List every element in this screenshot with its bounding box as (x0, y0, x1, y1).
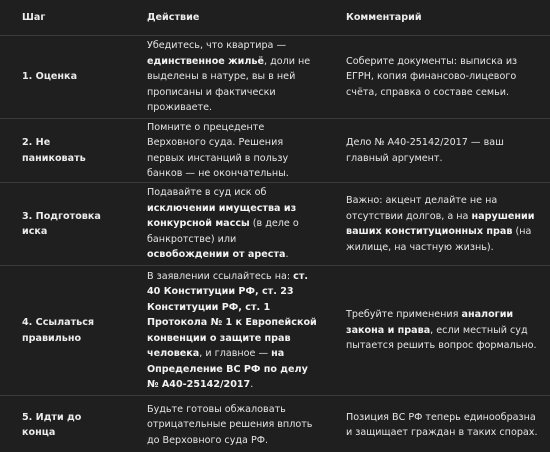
table-header-row (0, 0, 550, 36)
step-cell: 3. Подготовка иска (0, 183, 131, 266)
table-row (0, 266, 550, 396)
action-text: , и главное — (199, 348, 269, 359)
action-text: , доли не выделены в натуре, вы в ней прописаны и фактически проживаете. (147, 55, 311, 114)
comment-cell (330, 119, 550, 183)
step-cell: 1. Оценка (0, 36, 131, 119)
action-text: В заявлении ссылайтесь на: (147, 270, 291, 282)
action-text: (в деле о банкротстве) или (147, 218, 299, 245)
action-cell (131, 119, 330, 183)
comment-text: Позиция ВС РФ теперь единообразна и защищает граждан в таких спорах. (346, 411, 538, 438)
action-text: Помните о прецеденте Верховного суда. Решения первых инстанций в пользу банков — не окончательны. (147, 121, 289, 179)
step-cell: 4. Ссылаться правильно (0, 266, 131, 396)
action-emphasis: единственное жильё (147, 55, 264, 67)
action-text: Будьте готовы обжаловать отрицательные решения вплоть до Верховного суда РФ. (147, 403, 313, 446)
action-cell (131, 183, 330, 266)
comment-text: Требуйте применения (346, 309, 459, 321)
action-cell (131, 36, 330, 119)
table-row (0, 36, 550, 119)
comment-text: Дело № А40-25142/2017 — ваш главный аргумент. (346, 137, 504, 164)
action-text: . (250, 379, 254, 390)
header-step: Шаг (0, 0, 131, 36)
action-emphasis: ст. 40 Конституции РФ, ст. 23 Конституции РФ, ст. 1 Протокола № 1 к Европейской конвенции о защите прав человека (147, 270, 317, 359)
action-cell (131, 266, 330, 396)
action-emphasis: исключении имущества из конкурсной массы (147, 202, 297, 230)
header-action: Действие (131, 0, 330, 36)
action-cell (131, 396, 330, 452)
action-text: Подавайте в суд иск об (147, 187, 267, 199)
comment-emphasis: нарушении ваших конституционных прав (346, 210, 535, 237)
action-emphasis: на Определение ВС РФ по делу № А40-25142/2017 (147, 348, 308, 390)
action-text: Убедитесь, что квартира — (147, 40, 287, 52)
comment-cell (330, 266, 550, 396)
table-row (0, 183, 550, 266)
action-text: . (285, 249, 289, 261)
action-emphasis: освобождении от ареста (147, 249, 286, 261)
comment-cell (330, 183, 550, 266)
comment-text: Важно: акцент делайте не на отсутствии долгов, а на (346, 195, 498, 222)
comment-text: (на жилище, на частную жизнь). (346, 226, 532, 253)
table-row (0, 119, 550, 183)
comment-cell (330, 396, 550, 452)
header-comment: Комментарий (330, 0, 550, 36)
comment-text: , если местный суд пытается решить вопрос формально. (346, 324, 537, 352)
comment-text: Соберите документы: выписка из ЕГРН, копия финансово-лицевого счёта, справка о составе семьи. (346, 55, 518, 98)
step-cell: 5. Идти до конца (22, 411, 82, 438)
comment-cell (330, 36, 550, 119)
step-cell: 2. Не паниковать (0, 119, 131, 183)
table-row (0, 396, 550, 452)
comment-emphasis: аналогии закона и права (346, 309, 514, 336)
